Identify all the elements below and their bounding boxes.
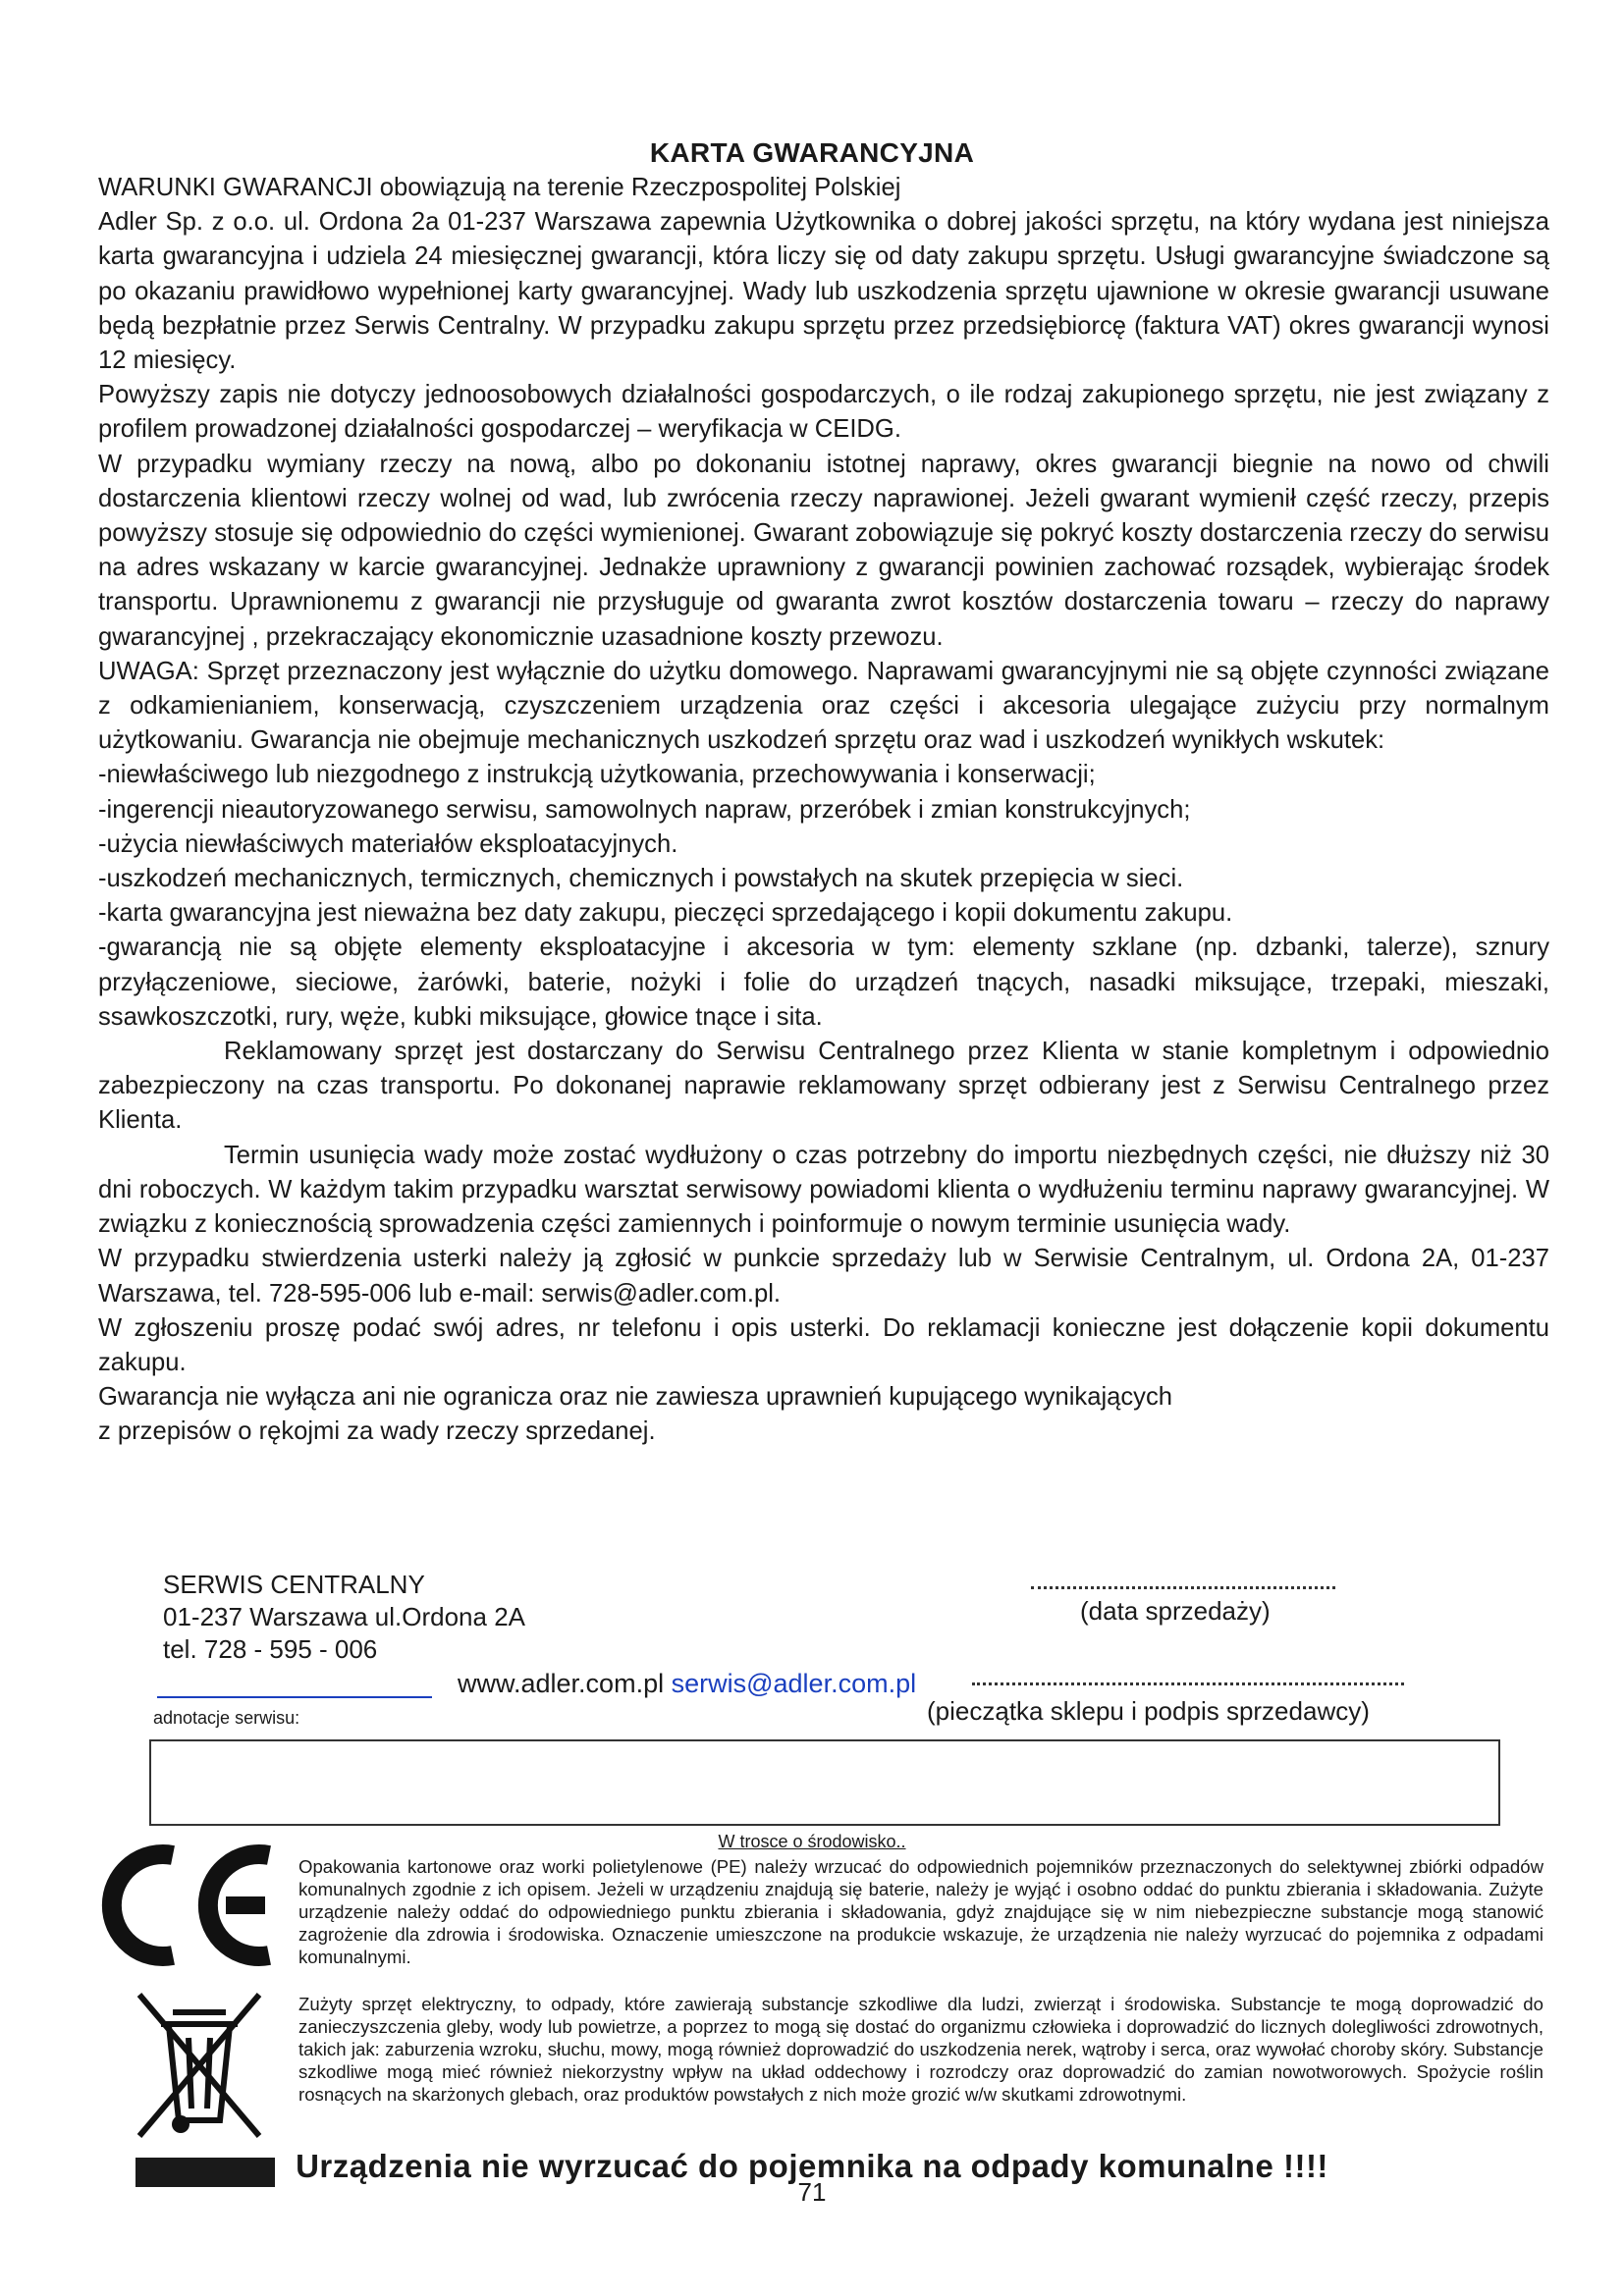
final-line: z przepisów o rękojmi za wady rzeczy sprzedanej. bbox=[98, 1417, 656, 1446]
terms-paragraph: W zgłoszeniu proszę podać swój adres, nr telefonu i opis usterki. Do reklamacji konieczne jest dołączenie kopii dokumentu zakupu. bbox=[98, 1313, 1549, 1376]
email-link[interactable]: serwis@adler.com.pl bbox=[671, 1669, 917, 1698]
service-name: SERWIS CENTRALNY bbox=[163, 1570, 425, 1599]
exclusion-item: -karta gwarancyjna jest nieważna bez daty zakupu, pieczęci sprzedającego i kopii dokumentu zakupu. bbox=[98, 899, 1233, 928]
terms-paragraph: Reklamowany sprzęt jest dostarczany do Serwisu Centralnego przez Klienta w stanie kompletnym i odpowiednio zabezpieczony na czas transportu. Po dokonanej naprawie reklamowany sprzęt odbierany jest z Serwisu Centralnego przez Klienta. bbox=[98, 1038, 1549, 1135]
sale-date-line[interactable] bbox=[1031, 1586, 1335, 1589]
exclusion-item: -użycia niewłaściwych materiałów eksploatacyjnych. bbox=[98, 829, 678, 858]
crossed-out-bin-icon bbox=[126, 1987, 273, 2144]
ce-mark-icon bbox=[96, 1842, 283, 1969]
environment-text: Opakowania kartonowe oraz worki polietylenowe (PE) należy wrzucać do odpowiednich pojemników przeznaczonych do selektywnej zbiórki odpadów komunalnych zgodnie z ich opisem. Jeżeli w urządzeniu znajdują się baterie, należy je wyjąć i osobno oddać do punktu zbierania i składowania. Zużyte urządzenie należy oddać do odpowiedniego punktu zbierania i składowania, gdyż znajdujące się w nim niebezpieczne substancje mogą stanowić zagrożenie dla zdrowia i środowiska. Oznaczenie umieszczone na produkcie wskazuje, że urządzenia nie należy wyrzucać do pojemnika z odpadami komunalnymi. bbox=[298, 1856, 1543, 1967]
exclusion-item: -uszkodzeń mechanicznych, termicznych, chemicznych i powstałych na skutek przepięcia w sieci. bbox=[98, 865, 1184, 893]
terms-paragraph: W przypadku wymiany rzeczy na nową, albo po dokonaniu istotnej naprawy, okres gwarancji biegnie na nowo od chwili dostarczenia klientowi rzeczy wolnej od wad, lub zwrócenia rzeczy naprawionej. Jeżeli gwarant wymienił część rzeczy, przepis powyższy stosuje się odpowiednio do części wymienionej. Gwarant zobowiązuje się pokryć koszty dostarczenia rzeczy do serwisu na adres wskazany w karcie gwarancyjnej. Jednakże uprawniony z gwarancji powinien zachować rozsądek, wybierając środek transportu. Uprawnionemu z gwarancji nie przysługuje od gwaranta zwrot kosztów dostarczenia towaru – rzeczy do naprawy gwarancyjnej , przekraczający ekonomicznie uzasadnione koszty przewozu. bbox=[98, 450, 1549, 651]
terms-paragraph: WARUNKI GWARANCJI obowiązują na terenie Rzeczpospolitej Polskiej bbox=[98, 174, 901, 201]
page-title: KARTA GWARANCYJNA bbox=[649, 137, 975, 168]
disposal-warning: Urządzenia nie wyrzucać do pojemnika na odpady komunalne !!!! bbox=[296, 2148, 1328, 2184]
service-contacts bbox=[458, 1669, 916, 1699]
service-address: 01-237 Warszawa ul.Ordona 2A bbox=[163, 1602, 526, 1631]
service-notes-label: adnotacje serwisu: bbox=[153, 1708, 300, 1728]
terms-paragraph: Adler Sp. z o.o. ul. Ordona 2a 01-237 Warszawa zapewnia Użytkownika o dobrej jakości sprzętu, na który wydana jest niniejsza karta gwarancyjna i udziela 24 miesięcznej gwarancji, która liczy się od daty zakupu sprzętu. Usługi gwarancyjne świadczone są po okazaniu prawidłowo wypełnionej karty gwarancyjnej. Wady lub uszkodzenia sprzętu ujawnione w okresie gwarancji usuwane będą bezpłatnie przez Serwis Centralny. W przypadku zakupu sprzętu przez przedsiębiorcę (faktura VAT) okres gwarancji wynosi 12 miesięcy. bbox=[98, 208, 1549, 375]
exclusion-item: -niewłaściwego lub niezgodnego z instrukcją użytkowania, przechowywania i konserwacji; bbox=[98, 761, 1096, 789]
stamp-signature-line[interactable] bbox=[972, 1682, 1404, 1685]
terms-paragraph: Termin usunięcia wady może zostać wydłużony o czas potrzebny do importu niezbędnych części, nie dłuższy niż 30 dni roboczych. W każdym takim przypadku warsztat serwisowy powiadomi klienta o wydłużeniu terminu naprawy gwarancyjnej. W związku z koniecznością sprowadzenia części zamiennych i poinformuje o nowym terminie usunięcia wady. bbox=[98, 1141, 1549, 1239]
environment-section-title: W trosce o środowisko.. bbox=[718, 1832, 906, 1851]
page-number: 71 bbox=[797, 2177, 827, 2207]
website-link[interactable]: www.adler.com.pl bbox=[458, 1669, 665, 1698]
environment-paragraph bbox=[298, 1993, 1543, 2106]
terms-paragraph: W przypadku stwierdzenia usterki należy ją zgłosić w punkcie sprzedaży lub w Serwisie Centralnym, ul. Ordona 2A, 01-237 Warszawa, tel. 728-595-006 lub e-mail: serwis@adler.com.pl. bbox=[98, 1245, 1549, 1308]
service-phone: tel. 728 - 595 - 006 bbox=[163, 1634, 378, 1664]
terms-paragraph: Powyższy zapis nie dotyczy jednoosobowych działalności gospodarczych, o ile rodzaj zakupionego sprzętu, nie jest związany z profilem prowadzonej działalności gospodarczej – weryfikacja w CEIDG. bbox=[98, 381, 1549, 444]
stamp-signature-label: (pieczątka sklepu i podpis sprzedawcy) bbox=[927, 1696, 1370, 1726]
exclusion-item: -gwarancją nie są objęte elementy eksploatacyjne i akcesoria w tym: elementy szklane (np. dzbanki, talerze), sznury przyłączeniowe, sieciowe, żarówki, baterie, nożyki i folie do urządzeń tnących, nasadki miksujące, trzepaki, mieszaki, ssawkoszczotki, rury, węże, kubki miksujące, głowice tnące i sita. bbox=[98, 934, 1549, 1031]
warranty-terms bbox=[98, 171, 1549, 1450]
service-notes-box[interactable] bbox=[149, 1739, 1500, 1826]
final-line: Gwarancja nie wyłącza ani nie ogranicza oraz nie zawiesza uprawnień kupującego wynikających bbox=[98, 1383, 1173, 1412]
service-notes-underline bbox=[157, 1696, 432, 1698]
terms-paragraph: UWAGA: Sprzęt przeznaczony jest wyłącznie do użytku domowego. Naprawami gwarancyjnymi nie są objęte czynności związane z odkamienianiem, konserwacją, czyszczeniem urządzenia oraz części i akcesoria ulegające zużyciu przy normalnym użytkowaniu. Gwarancja nie obejmuje mechanicznych uszkodzeń sprzętu oraz wad i uszkodzeń wynikłych wskutek: bbox=[98, 657, 1549, 755]
service-center-block bbox=[163, 1569, 525, 1666]
environment-text: Zużyty sprzęt elektryczny, to odpady, które zawierają substancje szkodliwe dla ludzi, zwierząt i środowiska. Substancje te mogą doprowadzić do zanieczyszczenia gleby, wody lub powietrze, a poprzez to mogą się dostać do organizmu człowieka i doprowadzić do licznych dolegliwości zdrowotnych, takich jak: zaburzenia wzroku, słuchu, mowy, mogą również doprowadzić do uszkodzenia nerek, wątroby i serca, oraz wywołać choroby skóry. Substancje szkodliwe mogą mieć również niekorzystny wpływ na układ oddechowy i rozrodczy oraz doprowadzić do zamian nowotworowych. Spożycie roślin rosnących na skarżonych glebach, oraz produktów powstałych z nich może grozić w/w skutkami zdrowotnymi. bbox=[298, 1994, 1543, 2105]
environment-paragraph bbox=[298, 1855, 1543, 1968]
exclusion-item: -ingerencji nieautoryzowanego serwisu, samowolnych napraw, przeróbek i zmian konstrukcyjnych; bbox=[98, 795, 1191, 824]
sale-date-label: (data sprzedaży) bbox=[1080, 1596, 1271, 1626]
